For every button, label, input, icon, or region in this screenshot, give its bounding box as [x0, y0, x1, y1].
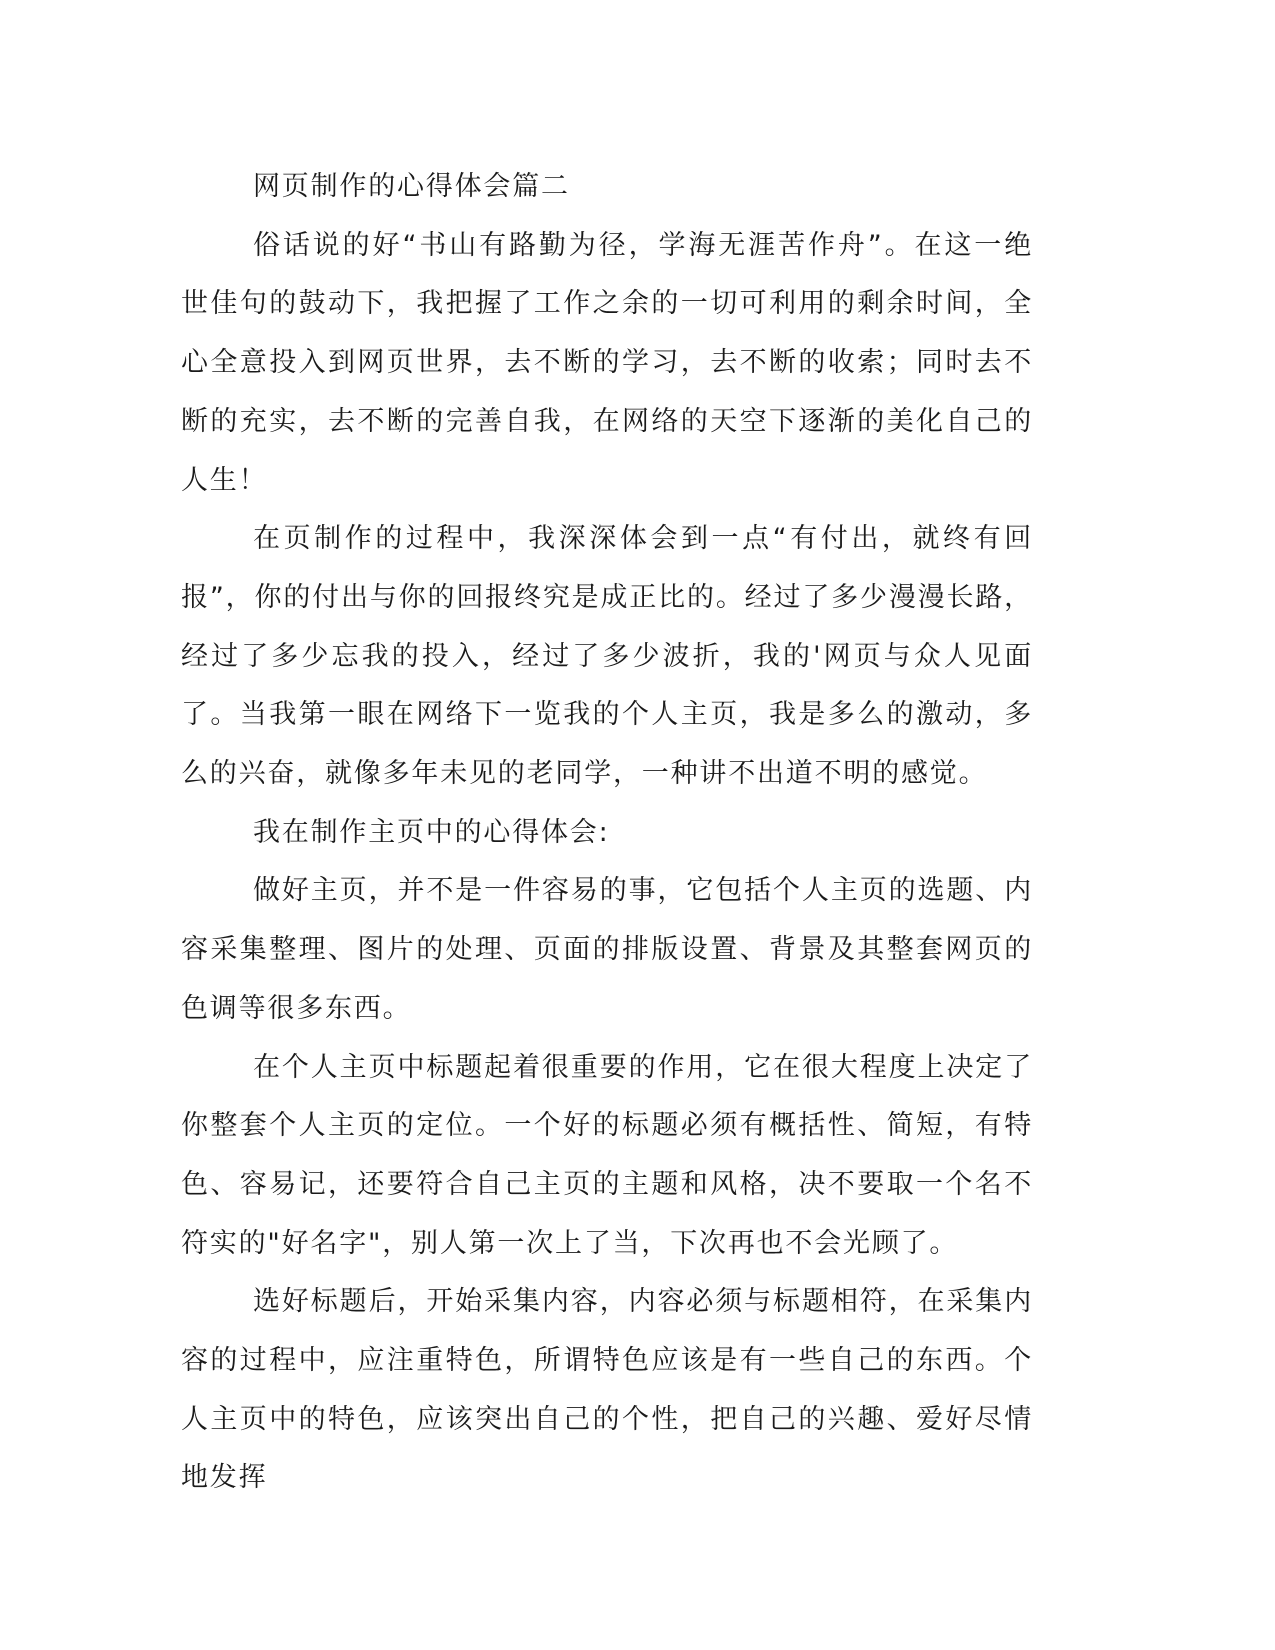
paragraph: 做好主页，并不是一件容易的事，它包括个人主页的选题、内容采集整理、图片的处理、页面的排版设置、背景及其整套网页的色调等很多东西。 — [181, 875, 1033, 1024]
paragraph: 我在制作主页中的心得体会: — [253, 816, 610, 848]
document-title: 网页制作的心得体会篇二 — [253, 171, 570, 202]
paragraph: 选好标题后，开始采集内容，内容必须与标题相符，在采集内容的过程中，应注重特色，所谓特色应该是有一些自己的东西。个人主页中的特色，应该突出自己的个性，把自己的兴趣、爱好尽情地发挥 — [181, 1286, 1033, 1494]
document-body — [181, 158, 1033, 1508]
paragraph: 在个人主页中标题起着很重要的作用，它在很大程度上决定了你整套个人主页的定位。一个好的标题必须有概括性、简短，有特色、容易记，还要符合自己主页的主题和风格，决不要取一个名不符实的"好名字"，别人第一次上了当，下次再也不会光顾了。 — [181, 1051, 1033, 1259]
paragraph: 俗话说的好“书山有路勤为径，学海无涯苦作舟”。在这一绝世佳句的鼓动下，我把握了工作之余的一切可利用的剩余时间，全心全意投入到网页世界，去不断的学习，去不断的收索；同时去不断的充实，去不断的完善自我，在网络的天空下逐渐的美化自己的人生！ — [181, 229, 1033, 496]
paragraph: 在页制作的过程中，我深深体会到一点“有付出，就终有回报”，你的付出与你的回报终究是成正比的。经过了多少漫漫长路，经过了多少忘我的投入，经过了多少波折，我的'网页与众人见面了。当我第一眼在网络下一览我的个人主页，我是多么的激动，多么的兴奋，就像多年未见的老同学，一种讲不出道不明的感觉。 — [181, 523, 1033, 790]
